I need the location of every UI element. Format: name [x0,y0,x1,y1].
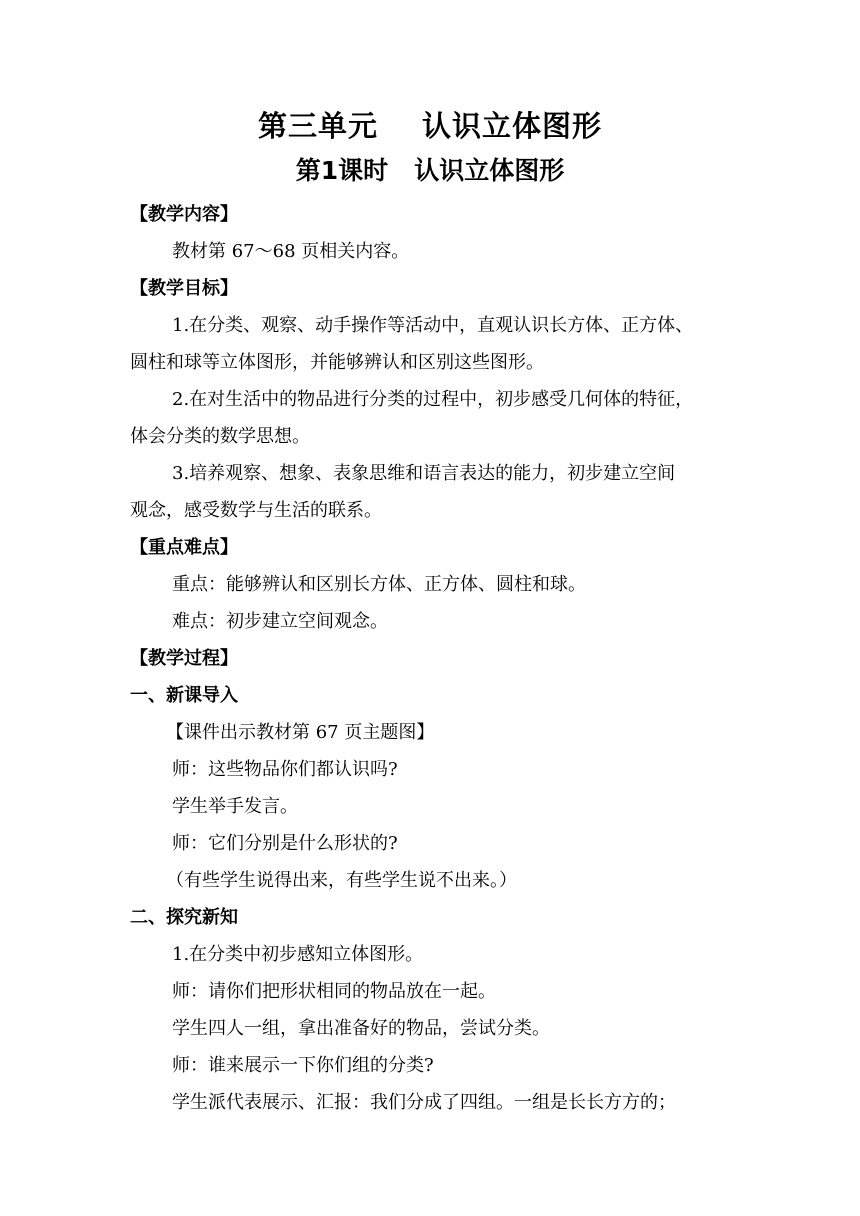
paragraph-line: 难点：初步建立空间观念。 [172,611,388,632]
unit-name: 认识立体图形 [422,109,603,143]
paragraph-line: 【课件出示教材第 67 页主题图】 [166,722,435,743]
paragraph-line: 1.在分类、观察、动手操作等活动中，直观认识长方体、正方体、 [172,315,694,336]
unit-number: 第三单元 [257,109,378,143]
paragraph-line: 学生举手发言。 [172,796,298,817]
paragraph-line: 体会分类的数学思想。 [130,426,310,447]
paragraph-line: 师：这些物品你们都认识吗? [172,759,398,780]
section-heading: 【教学过程】 [130,648,238,669]
lesson-title [0,151,860,191]
paragraph-line: 观念，感受数学与生活的联系。 [130,500,382,521]
section-heading: 一、新课导入 [130,685,238,706]
section-heading: 【教学内容】 [130,204,238,225]
paragraph-line: 学生四人一组，拿出准备好的物品，尝试分类。 [172,1018,550,1039]
paragraph-line: 圆柱和球等立体图形，并能够辨认和区别这些图形。 [130,352,544,373]
paragraph-line: 师：它们分别是什么形状的? [172,833,398,854]
paragraph-line: 重点：能够辨认和区别长方体、正方体、圆柱和球。 [172,574,586,595]
paragraph-line: 教材第 67～68 页相关内容。 [172,241,410,262]
section-heading: 【教学目标】 [130,278,238,299]
paragraph-line: （有些学生说得出来，有些学生说不出来。） [166,870,517,891]
paragraph-line: 1.在分类中初步感知立体图形。 [172,944,424,965]
paragraph-line: 2.在对生活中的物品进行分类的过程中，初步感受几何体的特征， [172,389,694,410]
document-body [130,196,730,1121]
section-heading: 【重点难点】 [130,537,238,558]
paragraph-line: 师：请你们把形状相同的物品放在一起。 [172,981,496,1002]
paragraph-line: 3.培养观察、想象、表象思维和语言表达的能力，初步建立空间 [172,463,676,484]
unit-title [0,104,860,148]
section-heading: 二、探究新知 [130,907,238,928]
paragraph-line: 学生派代表展示、汇报：我们分成了四组。一组是长长方方的； [172,1092,676,1113]
lesson-number: 第1课时 [295,156,389,185]
lesson-name: 认识立体图形 [414,156,565,185]
paragraph-line: 师：谁来展示一下你们组的分类? [172,1055,434,1076]
